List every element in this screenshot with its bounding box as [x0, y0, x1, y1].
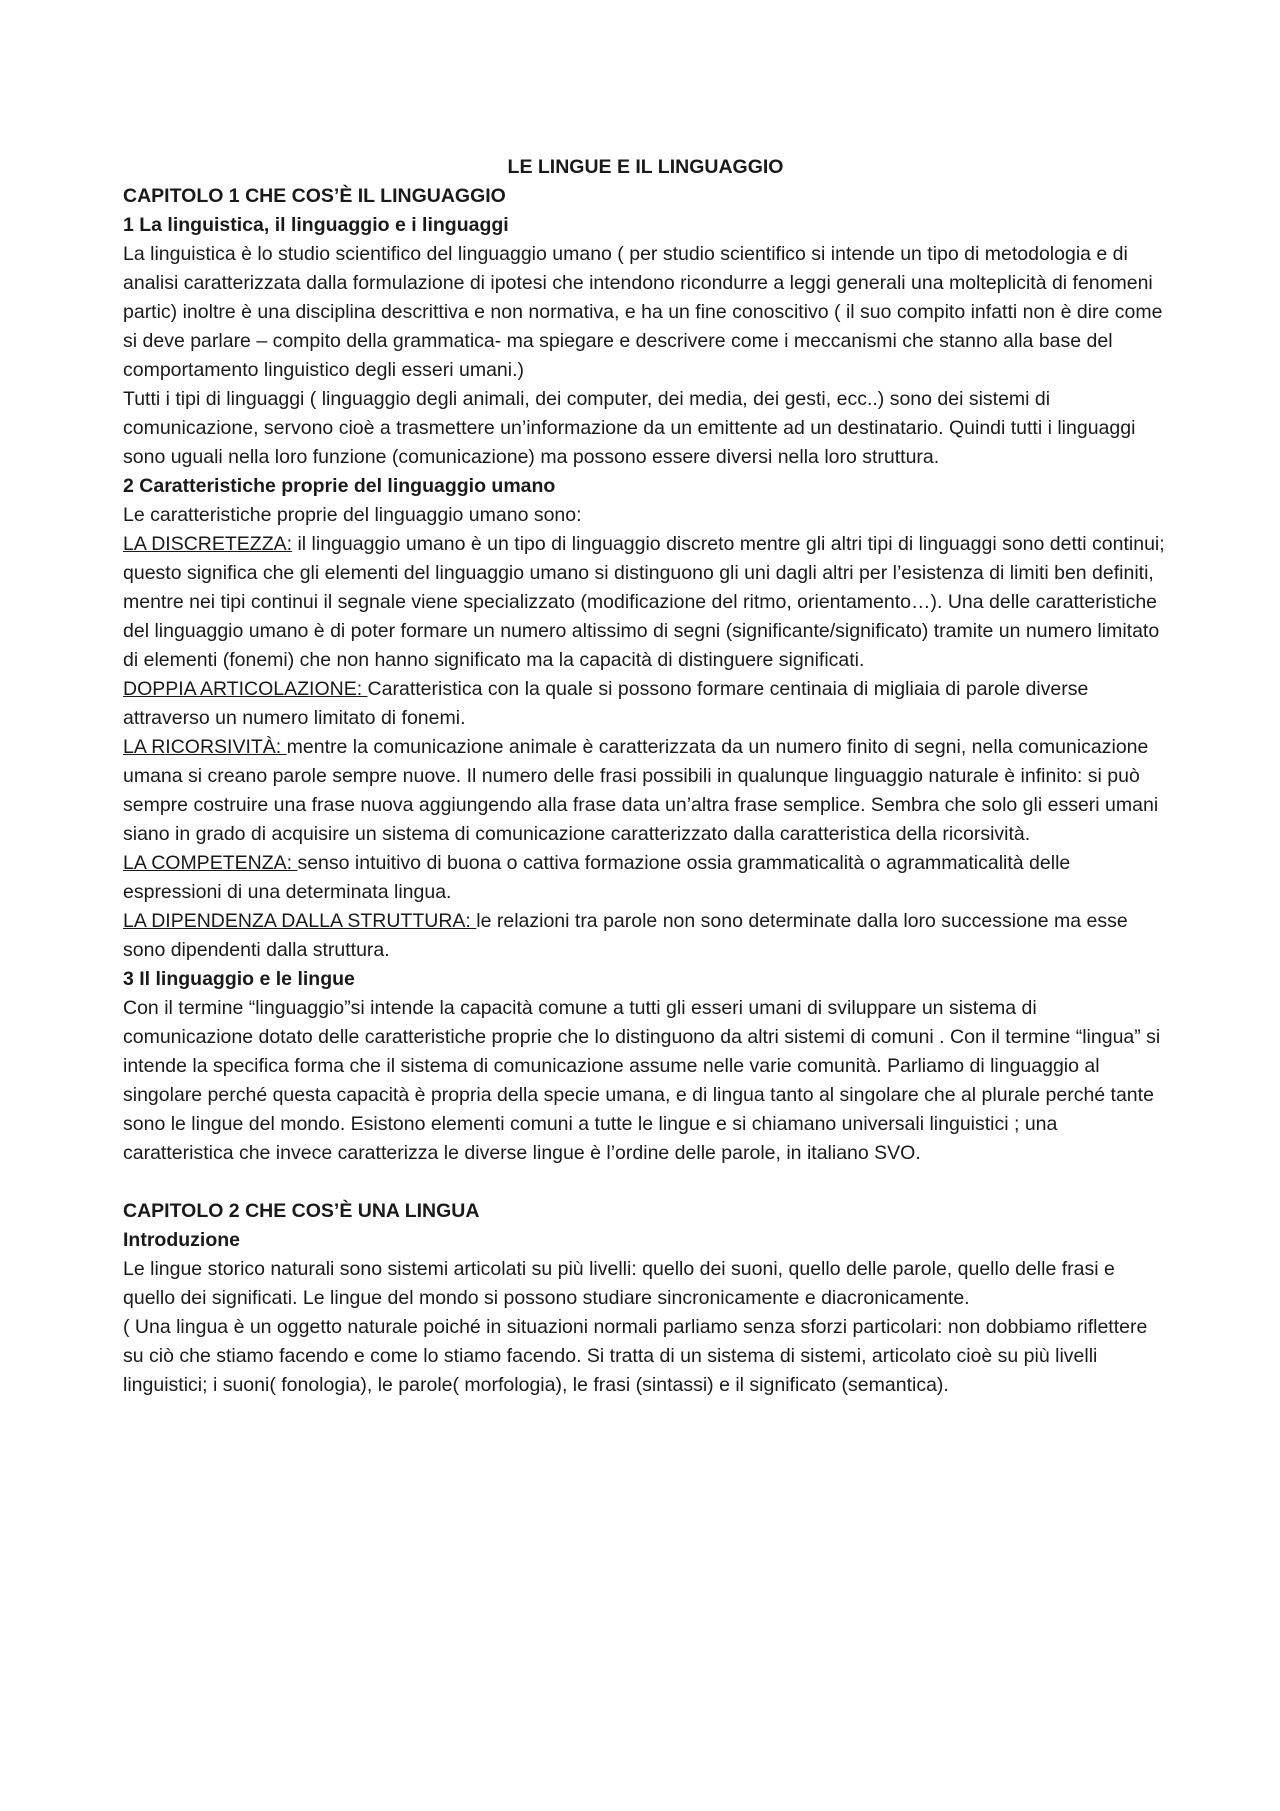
feature-term: LA DISCRETEZZA: — [123, 533, 293, 555]
feature-discretezza — [123, 530, 1168, 675]
introduction-heading: Introduzione — [123, 1229, 240, 1251]
document-title: LE LINGUE E IL LINGUAGGIO — [507, 156, 784, 178]
paragraph-spacer — [123, 1168, 1168, 1197]
feature-competenza — [123, 849, 1168, 907]
section-1-heading: 1 La linguistica, il linguaggio e i linguaggi — [123, 214, 509, 236]
feature-ricorsivita — [123, 733, 1168, 849]
chapter-2-paragraph-2: ( Una lingua è un oggetto naturale poiché in situazioni normali parliamo senza sforzi particolari: non dobbiamo riflettere su ciò che stiamo facendo e come lo stiamo facendo. Si tratta di un sistema di sistemi, articolato cioè su più livelli linguistici; i suoni( fonologia), le parole( morfologia), le frasi (sintassi) e il significato (semantica). — [123, 1316, 1148, 1396]
section-2-heading: 2 Caratteristiche proprie del linguaggio umano — [123, 475, 556, 497]
feature-text: le relazioni tra parole non sono determinate dalla loro successione ma esse sono dipendenti dalla struttura. — [123, 910, 1128, 961]
feature-text: il linguaggio umano è un tipo di linguaggio discreto mentre gli altri tipi di linguaggi sono detti continui; questo significa che gli elementi del linguaggio umano si distinguono gli uni dagli altri per l’esistenza di limiti ben definiti, mentre nei tipi continui il segnale viene specializzato (modificazione del ritmo, orientamento…). Una delle caratteristiche del linguaggio umano è di poter formare un numero altissimo di segni (significante/significato) tramite un numero limitato di elementi (fonemi) che non hanno significato ma la capacità di distinguere significati. — [123, 533, 1165, 671]
section-2-intro: Le caratteristiche proprie del linguaggio umano sono: — [123, 504, 582, 526]
feature-text: Caratteristica con la quale si possono formare centinaia di migliaia di parole diverse attraverso un numero limitato di fonemi. — [123, 678, 1089, 729]
feature-term: LA DIPENDENZA DALLA STRUTTURA: — [123, 910, 477, 932]
section-3-paragraph-1: Con il termine “linguaggio”si intende la capacità comune a tutti gli esseri umani di sviluppare un sistema di comunicazione dotato delle caratteristiche proprie che lo distinguono da altri sistemi di comuni . Con il termine “lingua” si intende la specifica forma che il sistema di comunicazione assume nelle varie comunità. Parliamo di linguaggio al singolare perché questa capacità è propria della specie umana, e di lingua tanto al singolare che al plurale perché tante sono le lingue del mondo. Esistono elementi comuni a tutte le lingue e si chiamano universali linguistici ; una caratteristica che invece caratterizza le diverse lingue è l’ordine delle parole, in italiano SVO. — [123, 997, 1161, 1164]
feature-term: LA RICORSIVITÀ: — [123, 736, 287, 758]
feature-dipendenza-struttura — [123, 907, 1168, 965]
chapter-2-paragraph-1: Le lingue storico naturali sono sistemi articolati su più livelli: quello dei suoni, quello delle parole, quello delle frasi e quello dei significati. Le lingue del mondo si possono studiare sincronicamente e diacronicamente. — [123, 1258, 1115, 1309]
section-3-heading: 3 Il linguaggio e le lingue — [123, 968, 355, 990]
feature-term: DOPPIA ARTICOLAZIONE: — [123, 678, 368, 700]
feature-text: senso intuitivo di buona o cattiva formazione ossia grammaticalità o agrammaticalità delle espressioni di una determinata lingua. — [123, 852, 1071, 903]
chapter-1-heading: CAPITOLO 1 CHE COS’È IL LINGUAGGIO — [123, 185, 506, 207]
feature-doppia-articolazione — [123, 675, 1168, 733]
feature-text: mentre la comunicazione animale è caratterizzata da un numero finito di segni, nella comunicazione umana si creano parole sempre nuove. Il numero delle frasi possibili in qualunque linguaggio naturale è infinito: si può sempre costruire una frase nuova aggiungendo alla frase data un’altra frase semplice. Sembra che solo gli esseri umani siano in grado di acquisire un sistema di comunicazione caratterizzato dalla caratteristica della ricorsività. — [123, 736, 1159, 845]
document-page — [123, 153, 1168, 1400]
section-1-paragraph-2: Tutti i tipi di linguaggi ( linguaggio degli animali, dei computer, dei media, dei gesti, ecc..) sono dei sistemi di comunicazione, servono cioè a trasmettere un’informazione da un emittente ad un destinatario. Quindi tutti i linguaggi sono uguali nella loro funzione (comunicazione) ma possono essere diversi nella loro struttura. — [123, 388, 1136, 468]
chapter-2-heading: CAPITOLO 2 CHE COS’È UNA LINGUA — [123, 1200, 480, 1222]
section-1-paragraph-1: La linguistica è lo studio scientifico del linguaggio umano ( per studio scientifico si intende un tipo di metodologia e di analisi caratterizzata dalla formulazione di ipotesi che intendono ricondurre a leggi generali una molteplicità di fenomeni partic) inoltre è una disciplina descrittiva e non normativa, e ha un fine conoscitivo ( il suo compito infatti non è dire come si deve parlare – compito della grammatica- ma spiegare e descrivere come i meccanismi che stanno alla base del comportamento linguistico degli esseri umani.) — [123, 243, 1163, 381]
feature-term: LA COMPETENZA: — [123, 852, 298, 874]
